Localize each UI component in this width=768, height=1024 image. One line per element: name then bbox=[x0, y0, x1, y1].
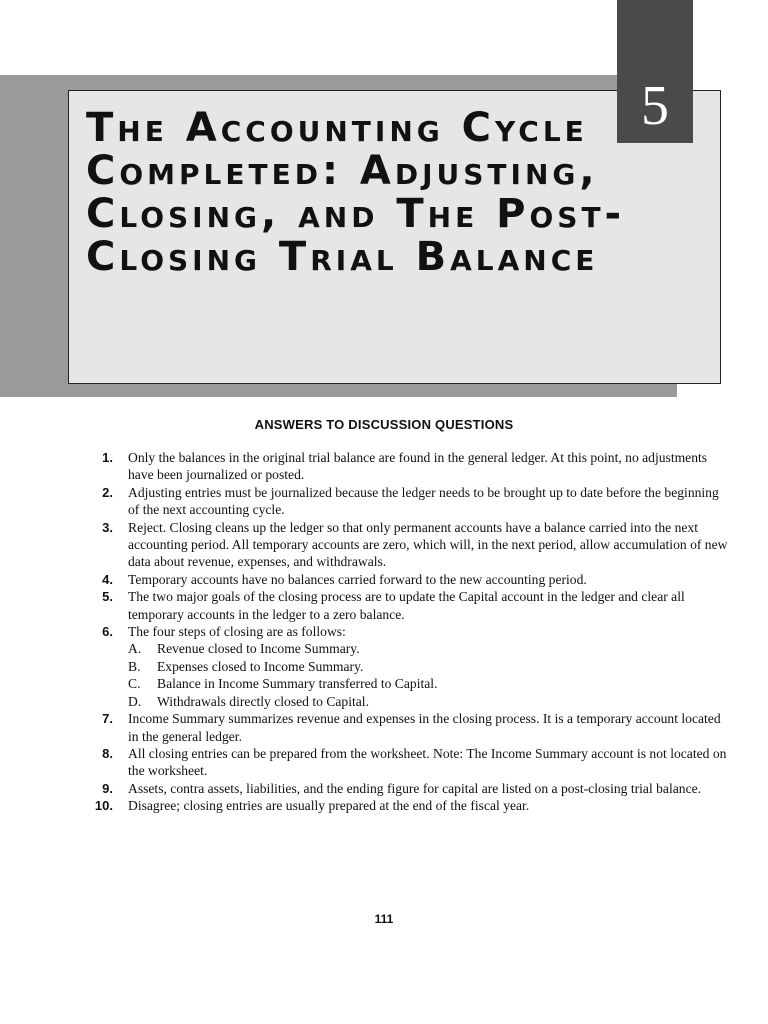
answer-text: Temporary accounts have no balances carried forward to the new accounting period. bbox=[128, 571, 587, 587]
closing-step-text: Expenses closed to Income Summary. bbox=[157, 658, 364, 674]
page-number: 111 bbox=[374, 912, 394, 926]
answer-item bbox=[80, 484, 730, 519]
answer-text: All closing entries can be prepared from the worksheet. Note: The Income Summary account is not located on the worksheet. bbox=[128, 745, 727, 779]
answer-number: 3. bbox=[102, 519, 113, 535]
closing-step-label: D. bbox=[128, 693, 142, 709]
closing-step-label: B. bbox=[128, 658, 141, 674]
closing-step-item bbox=[128, 675, 730, 692]
answer-number: 6. bbox=[102, 624, 113, 640]
answer-text: Adjusting entries must be journalized because the ledger needs to be brought up to date before the beginning of the next accounting cycle. bbox=[128, 484, 719, 518]
closing-step-item bbox=[128, 693, 730, 710]
closing-step-text: Balance in Income Summary transferred to Capital. bbox=[157, 676, 438, 692]
answer-text: The four steps of closing are as follows: bbox=[128, 624, 346, 640]
answer-text: Only the balances in the original trial balance are found in the general ledger. At this point, no adjustments have been journalized or posted. bbox=[128, 450, 708, 483]
closing-step-item bbox=[128, 658, 730, 675]
answer-number: 7. bbox=[102, 711, 113, 727]
answer-item bbox=[80, 519, 730, 571]
answer-item bbox=[80, 588, 730, 623]
answer-number: 10. bbox=[94, 798, 113, 814]
section-heading: ANSWERS TO DISCUSSION QUESTIONS bbox=[254, 417, 514, 432]
answer-item bbox=[80, 780, 730, 797]
answer-text: Disagree; closing entries are usually prepared at the end of the fiscal year. bbox=[128, 798, 530, 814]
closing-step-item bbox=[128, 640, 730, 657]
closing-step-text: Withdrawals directly closed to Capital. bbox=[157, 693, 369, 709]
answer-number: 2. bbox=[102, 484, 113, 500]
answer-item bbox=[80, 745, 730, 780]
closing-steps-list bbox=[128, 640, 730, 710]
answer-item bbox=[80, 571, 730, 588]
answer-text: Reject. Closing cleans up the ledger so that only permanent accounts have a balance carried into the next accounting period. All temporary accounts are zero, which will, in the next period, allow accumulation of new data about revenue, expenses, and withdrawals. bbox=[128, 519, 728, 570]
answer-item bbox=[80, 623, 730, 710]
chapter-number: 5 bbox=[641, 75, 669, 137]
answer-item bbox=[80, 449, 730, 484]
answer-text: Assets, contra assets, liabilities, and the ending figure for capital are listed on a post-closing trial balance. bbox=[128, 780, 702, 796]
closing-step-label: C. bbox=[128, 676, 141, 692]
answer-number: 8. bbox=[102, 745, 113, 761]
answer-number: 9. bbox=[102, 780, 113, 796]
answer-number: 1. bbox=[102, 450, 113, 465]
chapter-title: The Accounting Cycle Completed: Adjusting, Closing, and The Post-Closing Trial Balance bbox=[86, 105, 626, 280]
answer-number: 4. bbox=[102, 571, 113, 587]
answer-number: 5. bbox=[102, 589, 113, 605]
answer-text: Income Summary summarizes revenue and expenses in the closing process. It is a temporary account located in the general ledger. bbox=[128, 711, 721, 744]
discussion-answers-list bbox=[80, 449, 730, 815]
answer-item bbox=[80, 797, 730, 814]
answer-text: The two major goals of the closing process are to update the Capital account in the ledger and clear all temporary accounts in the ledger to a zero balance. bbox=[128, 589, 685, 622]
answer-item bbox=[80, 710, 730, 745]
closing-step-label: A. bbox=[128, 641, 142, 657]
closing-step-text: Revenue closed to Income Summary. bbox=[157, 641, 360, 657]
chapter-number-tab bbox=[617, 0, 693, 143]
